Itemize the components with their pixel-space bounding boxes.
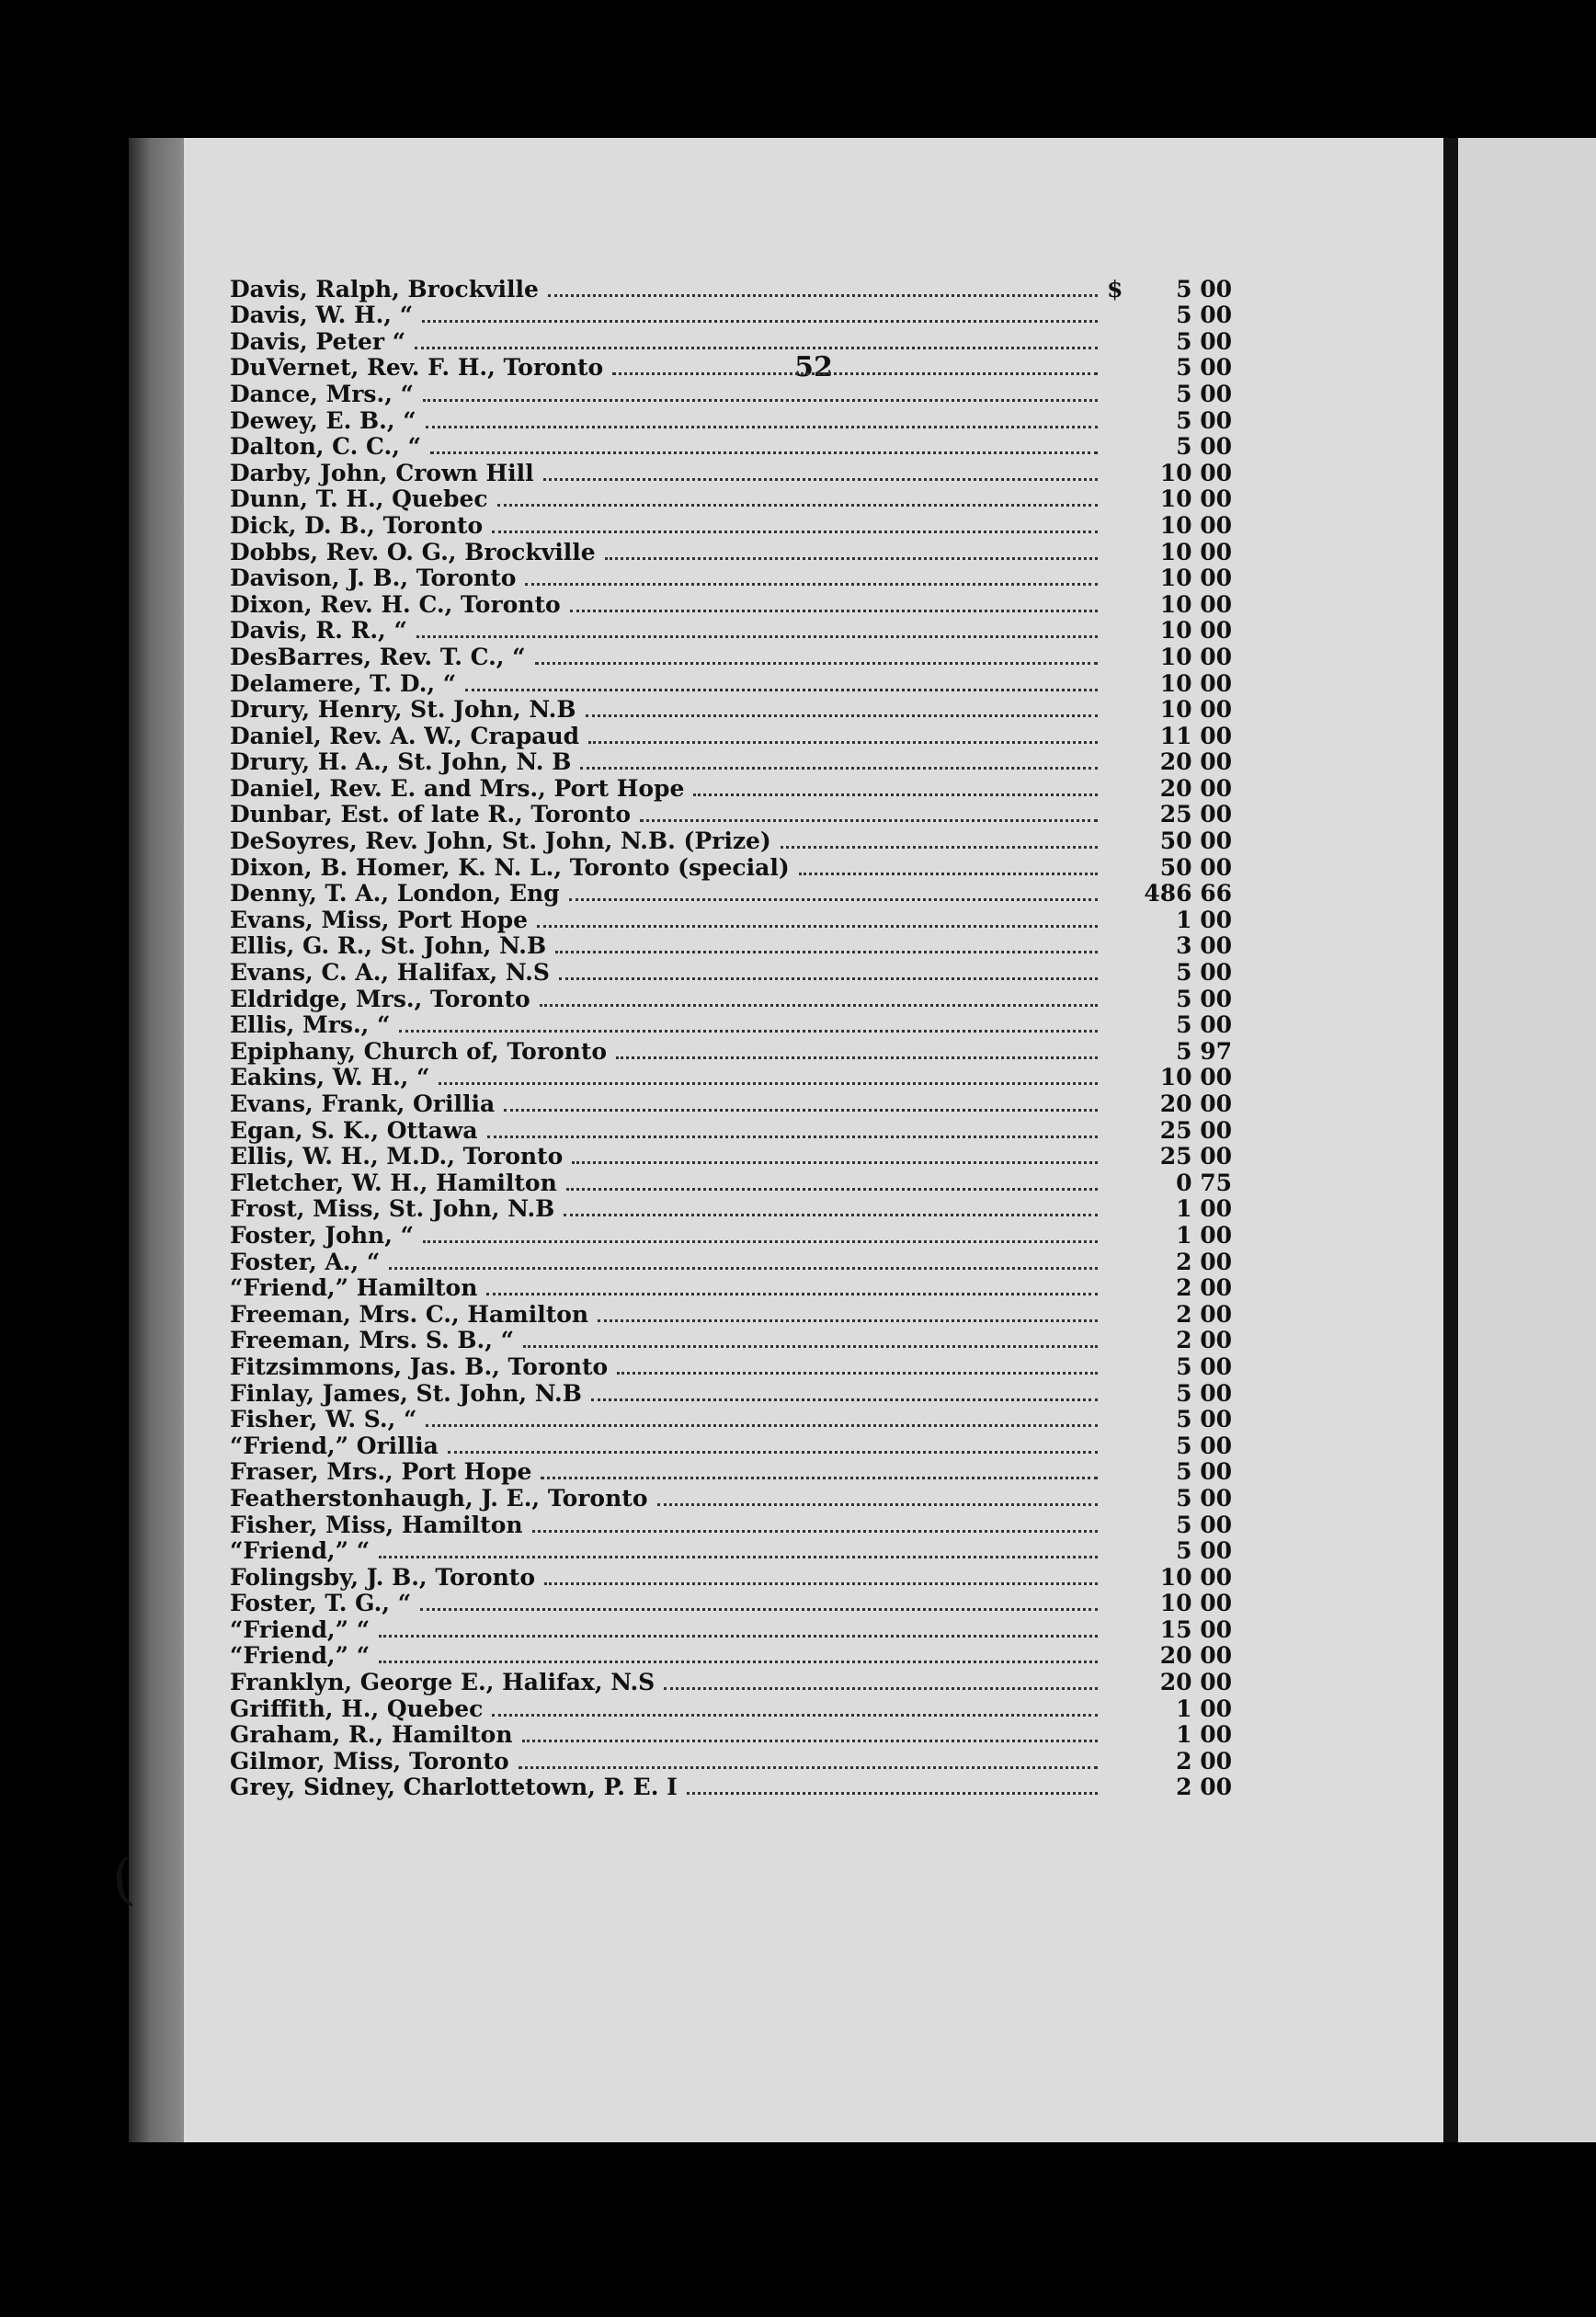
donation-amount: 5 00 bbox=[1176, 380, 1232, 407]
donor-name: Grey, Sidney, Charlottetown, P. E. I bbox=[230, 1774, 678, 1801]
dot-leader bbox=[465, 689, 1098, 691]
donor-name: Fletcher, W. H., Hamilton bbox=[230, 1169, 557, 1196]
donor-name: Evans, Miss, Port Hope bbox=[230, 906, 529, 933]
dot-leader bbox=[389, 1267, 1098, 1270]
donation-amount: 3 00 bbox=[1176, 932, 1232, 960]
donation-amount: 20 00 bbox=[1159, 1642, 1232, 1670]
list-item bbox=[230, 381, 1232, 407]
donation-amount: 5 00 bbox=[1176, 1484, 1232, 1512]
dot-leader bbox=[580, 767, 1098, 770]
dot-leader bbox=[532, 1530, 1098, 1533]
adjacent-page-edge bbox=[1458, 138, 1596, 2142]
list-item bbox=[230, 1353, 1232, 1380]
donation-amount: 10 00 bbox=[1159, 617, 1232, 645]
donation-amount: 5 00 bbox=[1176, 302, 1232, 329]
dot-leader bbox=[616, 1056, 1098, 1059]
donation-amount: 5 00 bbox=[1176, 1458, 1232, 1486]
donation-amount: 10 00 bbox=[1159, 590, 1232, 618]
dot-leader bbox=[525, 583, 1098, 586]
donor-name: Evans, C. A., Halifax, N.S bbox=[230, 959, 550, 987]
donation-amount: 10 00 bbox=[1159, 485, 1232, 513]
donor-name: Daniel, Rev. A. W., Crapaud bbox=[230, 722, 580, 749]
book-spine-left bbox=[129, 138, 184, 2142]
list-item bbox=[230, 328, 1232, 355]
donation-amount: 5 00 bbox=[1176, 985, 1232, 1012]
dot-leader bbox=[564, 1214, 1098, 1216]
dot-leader bbox=[379, 1635, 1098, 1638]
list-item bbox=[230, 828, 1232, 854]
dot-leader bbox=[617, 1372, 1098, 1375]
donor-name: Denny, T. A., London, Eng bbox=[230, 880, 560, 907]
list-item bbox=[230, 881, 1232, 907]
dot-leader bbox=[423, 399, 1098, 402]
list-item bbox=[230, 1301, 1232, 1328]
donor-name: Dewey, E. B., “ bbox=[230, 406, 416, 434]
dot-leader bbox=[487, 1136, 1098, 1138]
dot-leader bbox=[416, 635, 1098, 638]
dot-leader bbox=[448, 1451, 1098, 1454]
donation-amount: 1 00 bbox=[1176, 906, 1232, 933]
list-item bbox=[230, 539, 1232, 565]
donor-name: Ellis, G. R., St. John, N.B bbox=[230, 932, 547, 960]
donor-name: Dixon, B. Homer, K. N. L., Toronto (special) bbox=[230, 853, 790, 881]
donation-amount: 1 00 bbox=[1176, 1221, 1232, 1249]
donor-name: Dalton, C. C., “ bbox=[230, 433, 421, 461]
dot-leader bbox=[399, 1030, 1098, 1033]
donor-name: “Friend,” Hamilton bbox=[230, 1274, 478, 1302]
donor-name: Franklyn, George E., Halifax, N.S bbox=[230, 1669, 656, 1696]
dot-leader bbox=[523, 1345, 1098, 1348]
donation-amount: 10 00 bbox=[1159, 538, 1232, 565]
donation-amount: 5 00 bbox=[1176, 1432, 1232, 1459]
donation-amount: 20 00 bbox=[1159, 1090, 1232, 1117]
page-gutter bbox=[1443, 138, 1458, 2142]
list-item bbox=[230, 670, 1232, 697]
donor-name: Foster, T. G., “ bbox=[230, 1590, 412, 1617]
list-item bbox=[230, 460, 1232, 486]
donation-amount: 5 00 bbox=[1176, 1011, 1232, 1039]
donation-amount: 25 00 bbox=[1159, 1116, 1232, 1144]
donor-name: Davis, R. R., “ bbox=[230, 617, 407, 645]
dot-leader bbox=[657, 1503, 1099, 1506]
donation-amount: 2 00 bbox=[1176, 1747, 1232, 1775]
donor-name: Dunbar, Est. of late R., Toronto bbox=[230, 801, 632, 828]
dot-leader bbox=[598, 1319, 1098, 1322]
donor-name: Freeman, Mrs. S. B., “ bbox=[230, 1327, 515, 1354]
donation-amount: 10 00 bbox=[1159, 1563, 1232, 1591]
dot-leader bbox=[439, 1082, 1098, 1085]
list-item bbox=[230, 565, 1232, 592]
list-item bbox=[230, 486, 1232, 513]
donor-name: Fitzsimmons, Jas. B., Toronto bbox=[230, 1353, 609, 1380]
donation-amount: 10 00 bbox=[1159, 669, 1232, 697]
donor-name: Delamere, T. D., “ bbox=[230, 669, 457, 697]
dot-leader bbox=[492, 1714, 1098, 1717]
list-item bbox=[230, 1249, 1232, 1275]
list-item bbox=[230, 407, 1232, 434]
donation-amount: 10 00 bbox=[1159, 1590, 1232, 1617]
donor-name: Dunn, T. H., Quebec bbox=[230, 485, 488, 513]
list-item bbox=[230, 1038, 1232, 1065]
donor-name: “Friend,” Orillia bbox=[230, 1432, 439, 1459]
donor-name: Eakins, W. H., “ bbox=[230, 1064, 430, 1091]
donor-name: “Friend,” “ bbox=[230, 1537, 370, 1565]
donor-name: Ellis, Mrs., “ bbox=[230, 1011, 391, 1039]
donation-amount: 5 00 bbox=[1176, 959, 1232, 987]
donation-amount: 0 75 bbox=[1176, 1169, 1232, 1196]
list-item bbox=[230, 802, 1232, 828]
donor-name: Drury, Henry, St. John, N.B bbox=[230, 696, 576, 724]
list-item bbox=[230, 749, 1232, 776]
list-item bbox=[230, 1695, 1232, 1722]
donor-name: “Friend,” “ bbox=[230, 1615, 370, 1643]
dot-leader bbox=[379, 1661, 1098, 1663]
donation-amount: 2 00 bbox=[1176, 1774, 1232, 1801]
donation-amount: 5 00 bbox=[1176, 406, 1232, 434]
dot-leader bbox=[430, 451, 1098, 454]
list-item bbox=[230, 697, 1232, 724]
donor-name: Foster, John, “ bbox=[230, 1221, 414, 1249]
donor-name: Davis, W. H., “ bbox=[230, 302, 414, 329]
list-item bbox=[230, 1275, 1232, 1302]
donation-amount: 5 00 bbox=[1176, 1379, 1232, 1407]
donation-amount: 25 00 bbox=[1159, 801, 1232, 828]
dot-leader bbox=[415, 347, 1098, 349]
list-item bbox=[230, 355, 1232, 382]
list-item bbox=[230, 854, 1232, 881]
dot-leader bbox=[426, 1424, 1098, 1427]
donor-name: Evans, Frank, Orillia bbox=[230, 1090, 496, 1117]
donor-name: Dick, D. B., Toronto bbox=[230, 511, 484, 539]
donation-amount: 5 00 bbox=[1176, 275, 1232, 302]
donation-amount: 5 00 bbox=[1176, 1511, 1232, 1538]
dot-leader bbox=[559, 977, 1098, 980]
donation-amount: 15 00 bbox=[1159, 1615, 1232, 1643]
dot-leader bbox=[519, 1766, 1098, 1769]
list-item bbox=[230, 933, 1232, 960]
list-item bbox=[230, 618, 1232, 645]
list-item bbox=[230, 1170, 1232, 1196]
list-item bbox=[230, 1328, 1232, 1354]
dot-leader bbox=[687, 1792, 1098, 1795]
dot-leader bbox=[541, 1477, 1098, 1479]
donor-name: DeSoyres, Rev. John, St. John, N.B. (Prize) bbox=[230, 828, 771, 855]
donor-name: Graham, R., Hamilton bbox=[230, 1721, 513, 1749]
dot-leader bbox=[799, 873, 1098, 875]
dot-leader bbox=[426, 426, 1098, 428]
donation-amount: 2 00 bbox=[1176, 1274, 1232, 1302]
list-item bbox=[230, 1669, 1232, 1695]
dot-leader bbox=[781, 846, 1098, 849]
donation-amount: 50 00 bbox=[1159, 853, 1232, 881]
list-item bbox=[230, 1090, 1232, 1117]
donation-amount: 10 00 bbox=[1159, 696, 1232, 724]
donation-amount: 5 00 bbox=[1176, 433, 1232, 461]
dot-leader bbox=[572, 1161, 1098, 1164]
donor-name: Egan, S. K., Ottawa bbox=[230, 1116, 478, 1144]
dot-leader bbox=[605, 557, 1098, 560]
donor-name: DuVernet, Rev. F. H., Toronto bbox=[230, 354, 604, 382]
list-item bbox=[230, 723, 1232, 749]
donor-name: Featherstonhaugh, J. E., Toronto bbox=[230, 1484, 648, 1512]
page-number: 52 bbox=[794, 351, 833, 383]
donation-amount: 5 00 bbox=[1176, 1353, 1232, 1380]
list-item bbox=[230, 1643, 1232, 1670]
list-item bbox=[230, 512, 1232, 539]
donor-name: Fisher, W. S., “ bbox=[230, 1406, 417, 1433]
donor-name: Freeman, Mrs. C., Hamilton bbox=[230, 1300, 589, 1328]
list-item bbox=[230, 1485, 1232, 1512]
margin-mark: ( bbox=[108, 1846, 138, 1914]
list-item bbox=[230, 434, 1232, 461]
donation-amount: 20 00 bbox=[1159, 1669, 1232, 1696]
list-item bbox=[230, 276, 1232, 302]
donation-amount: 20 00 bbox=[1159, 774, 1232, 802]
dot-leader bbox=[640, 819, 1098, 822]
dot-leader bbox=[379, 1556, 1098, 1558]
dot-leader bbox=[540, 1004, 1098, 1007]
dot-leader bbox=[586, 714, 1098, 717]
list-item bbox=[230, 1196, 1232, 1223]
donor-name: Gilmor, Miss, Toronto bbox=[230, 1747, 509, 1775]
donation-amount: 10 00 bbox=[1159, 565, 1232, 592]
donor-name: Finlay, James, St. John, N.B bbox=[230, 1379, 582, 1407]
donation-amount: 5 00 bbox=[1176, 354, 1232, 382]
donor-name: Eldridge, Mrs., Toronto bbox=[230, 985, 530, 1012]
donor-name: Drury, H. A., St. John, N. B bbox=[230, 748, 572, 776]
list-item bbox=[230, 1722, 1232, 1749]
currency-symbol: $ bbox=[1107, 275, 1123, 302]
donor-name: Darby, John, Crown Hill bbox=[230, 459, 534, 486]
donor-name: Epiphany, Church of, Toronto bbox=[230, 1037, 608, 1065]
list-item bbox=[230, 1144, 1232, 1170]
list-item bbox=[230, 1012, 1232, 1039]
donor-name: Foster, A., “ bbox=[230, 1248, 381, 1275]
donation-amount: 1 00 bbox=[1176, 1721, 1232, 1749]
donor-name: Frost, Miss, St. John, N.B bbox=[230, 1195, 555, 1223]
donor-name: Ellis, W. H., M.D., Toronto bbox=[230, 1143, 564, 1170]
donor-name: Davis, Ralph, Brockville bbox=[230, 275, 539, 302]
dot-leader bbox=[497, 504, 1098, 507]
list-item bbox=[230, 959, 1232, 986]
donation-amount: 11 00 bbox=[1159, 722, 1232, 749]
donation-amount: 20 00 bbox=[1159, 748, 1232, 776]
donation-amount: 10 00 bbox=[1159, 1064, 1232, 1091]
donation-amount: 1 00 bbox=[1176, 1695, 1232, 1722]
donor-name: Daniel, Rev. E. and Mrs., Port Hope bbox=[230, 774, 685, 802]
dot-leader bbox=[612, 372, 1098, 375]
donor-name: DesBarres, Rev. T. C., “ bbox=[230, 643, 526, 670]
dot-leader bbox=[548, 294, 1098, 297]
donation-amount: 10 00 bbox=[1159, 643, 1232, 670]
donation-amount: 1 00 bbox=[1176, 1195, 1232, 1223]
list-item bbox=[230, 1432, 1232, 1459]
donation-amount: 2 00 bbox=[1176, 1327, 1232, 1354]
donor-name: Davison, J. B., Toronto bbox=[230, 565, 517, 592]
donation-amount: 25 00 bbox=[1159, 1143, 1232, 1170]
donation-amount: 5 97 bbox=[1176, 1037, 1232, 1065]
dot-leader bbox=[504, 1109, 1098, 1112]
list-item bbox=[230, 1538, 1232, 1565]
donation-amount: 486 66 bbox=[1144, 880, 1232, 907]
donation-amount: 2 00 bbox=[1176, 1248, 1232, 1275]
list-item bbox=[230, 986, 1232, 1012]
dot-leader bbox=[537, 925, 1098, 928]
dot-leader bbox=[522, 1740, 1098, 1742]
dot-leader bbox=[570, 610, 1098, 612]
dot-leader bbox=[535, 662, 1098, 665]
list-item bbox=[230, 591, 1232, 618]
list-item bbox=[230, 1775, 1232, 1801]
list-item bbox=[230, 1222, 1232, 1249]
donation-amount: 5 00 bbox=[1176, 327, 1232, 355]
list-item bbox=[230, 1616, 1232, 1643]
list-item bbox=[230, 1748, 1232, 1775]
donation-amount: 10 00 bbox=[1159, 511, 1232, 539]
donor-name: Fraser, Mrs., Port Hope bbox=[230, 1458, 532, 1486]
donor-name: Dixon, Rev. H. C., Toronto bbox=[230, 590, 561, 618]
donor-name: Folingsby, J. B., Toronto bbox=[230, 1563, 535, 1591]
donor-name: Dobbs, Rev. O. G., Brockville bbox=[230, 538, 596, 565]
dot-leader bbox=[693, 793, 1098, 796]
dot-leader bbox=[423, 1240, 1098, 1243]
list-item bbox=[230, 1065, 1232, 1091]
dot-leader bbox=[543, 478, 1098, 481]
list-item bbox=[230, 302, 1232, 329]
list-item bbox=[230, 1459, 1232, 1486]
list-item bbox=[230, 1564, 1232, 1591]
dot-leader bbox=[486, 1293, 1098, 1295]
dot-leader bbox=[591, 1398, 1098, 1401]
list-item bbox=[230, 775, 1232, 802]
donation-amount: 10 00 bbox=[1159, 459, 1232, 486]
donation-amount: 50 00 bbox=[1159, 828, 1232, 855]
donor-name: Griffith, H., Quebec bbox=[230, 1695, 484, 1722]
subscription-list bbox=[230, 276, 1232, 1800]
dot-leader bbox=[555, 951, 1098, 953]
dot-leader bbox=[566, 1188, 1098, 1191]
list-item bbox=[230, 1407, 1232, 1433]
donor-name: Dance, Mrs., “ bbox=[230, 380, 414, 407]
donor-name: Davis, Peter “ bbox=[230, 327, 406, 355]
list-item bbox=[230, 1591, 1232, 1617]
dot-leader bbox=[664, 1687, 1098, 1690]
list-item bbox=[230, 644, 1232, 670]
list-item bbox=[230, 1512, 1232, 1538]
donor-name: Fisher, Miss, Hamilton bbox=[230, 1511, 523, 1538]
list-item bbox=[230, 1380, 1232, 1407]
dot-leader bbox=[422, 320, 1098, 323]
donation-amount: 5 00 bbox=[1176, 1406, 1232, 1433]
donation-amount: 5 00 bbox=[1176, 1537, 1232, 1565]
dot-leader bbox=[588, 741, 1098, 744]
donation-amount: 2 00 bbox=[1176, 1300, 1232, 1328]
dot-leader bbox=[544, 1582, 1098, 1585]
dot-leader bbox=[569, 898, 1098, 901]
dot-leader bbox=[420, 1608, 1098, 1611]
list-item bbox=[230, 1117, 1232, 1144]
donor-name: “Friend,” “ bbox=[230, 1642, 370, 1670]
dot-leader bbox=[492, 531, 1098, 533]
list-item bbox=[230, 907, 1232, 933]
